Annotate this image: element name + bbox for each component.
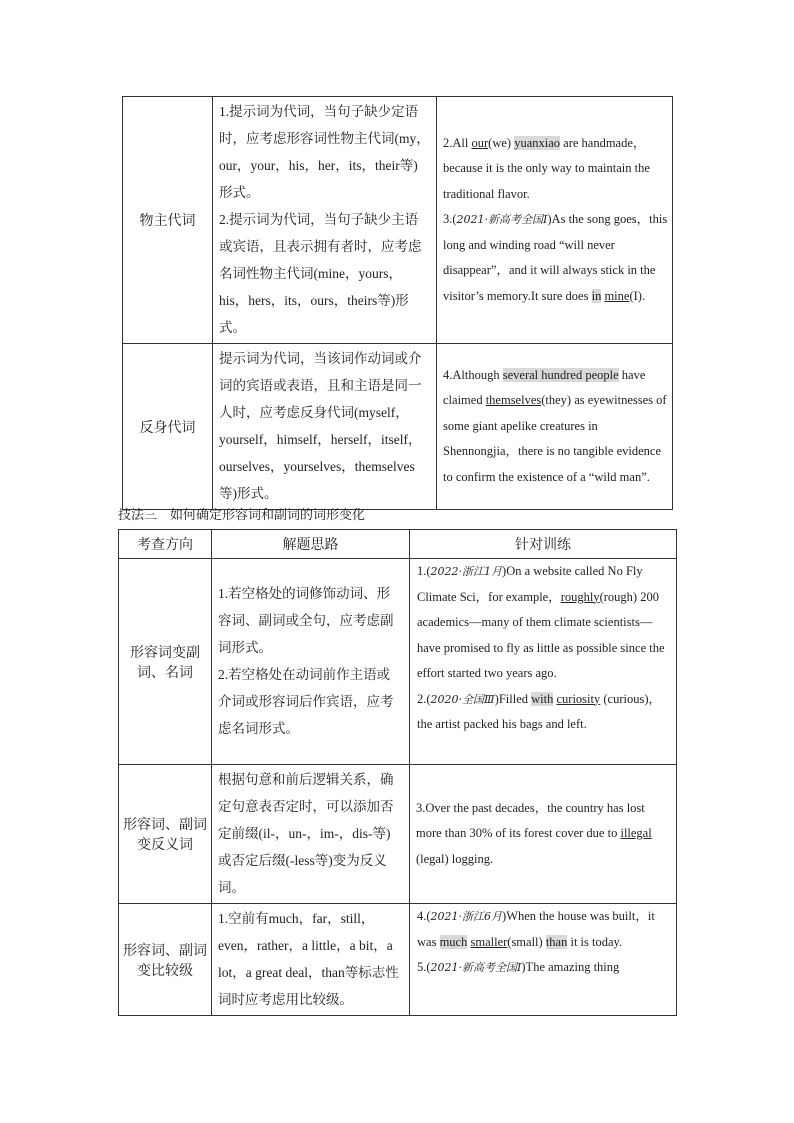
example-cell	[410, 765, 677, 904]
guide-point: 1.若空格处的词修饰动词、形容词、副词或全句，应考虑副词形式。	[218, 586, 394, 655]
guide-cell	[213, 97, 437, 344]
category-cell: 形容词、副词变反义词	[119, 765, 212, 904]
example-item: 5.(2021·新高考全国Ⅰ)The amazing thing	[417, 960, 620, 974]
guide-point: 1.提示词为代词，当句子缺少定语时，应考虑形容词性物主代词(my，our，your，his，her，its，their等)形式。	[219, 104, 430, 200]
pronoun-table	[122, 96, 673, 510]
example-cell	[437, 97, 673, 344]
column-header: 针对训练	[410, 530, 677, 559]
highlighted-word: in	[591, 288, 602, 303]
column-header: 考查方向	[119, 530, 212, 559]
highlighted-word: than	[545, 934, 568, 949]
table-row	[119, 904, 677, 1016]
source-label: 2020·全国Ⅲ	[430, 692, 495, 706]
example-item: 1.(2022·浙江1月)On a website called No Fly Climate Sci，for example，roughly(rough) 200 academics—many of them climate scientists—have promised to fly as little as possible since the effort started two years ago.	[417, 564, 665, 680]
category-cell: 形容词、副词变比较级	[119, 904, 212, 1016]
guide-point: 2.提示词为代词，当句子缺少主语或宾语，且表示拥有者时，应考虑名词性物主代词(mine，yours，his，hers，its，ours，theirs等)形式。	[219, 212, 422, 335]
example-item: 4.Although several hundred people have claimed themselves(they) as eyewitnesses of some giant apelike creatures in Shennongjia，there is no tangible evidence to confirm the existence of a “wild man”.	[443, 367, 667, 484]
guide-cell: 提示词为代词，当该词作动词或介词的宾语或表语，且和主语是同一人时，应考虑反身代词(myself，yourself，himself，herself，itself，ourselves，yourselves，themselves等)形式。	[213, 344, 437, 510]
source-label: 2021·新高考全国Ⅰ	[430, 961, 522, 974]
guide-point: 2.若空格处在动词前作主语或介词或形容词后作宾语，应考虑名词形式。	[218, 667, 394, 736]
example-item: 3.(2021·新高考全国Ⅰ)As the song goes，this long and winding road “will never disappear”，and it will always stick in the visitor’s memory.It sure does in mine(I).	[443, 212, 668, 303]
highlighted-word: several hundred people	[502, 367, 619, 382]
answer-word: illegal	[620, 826, 652, 841]
category-cell: 形容词变副词、名词	[119, 559, 212, 765]
example-item: 3.Over the past decades，the country has lost more than 30% of its forest cover due to illegal (legal) logging.	[416, 800, 652, 866]
answer-word: our	[471, 135, 489, 150]
highlighted-word: much	[439, 934, 468, 949]
example-cell	[410, 904, 677, 1016]
answer-word: curiosity	[556, 691, 601, 706]
answer-word: roughly	[560, 589, 600, 604]
guide-cell: 1.空前有much，far，still，even，rather，a little，a bit，a lot，a great deal，than等标志性词时应考虑用比较级。	[212, 904, 410, 1016]
source-label: 2021·浙江6月	[430, 910, 503, 923]
table-row	[123, 97, 673, 344]
section-title: 技法三 如何确定形容词和副词的词形变化	[118, 508, 366, 523]
table-row	[123, 344, 673, 510]
example-item: 4.(2021·浙江6月)When the house was built，it was much smaller(small) than it is today.	[417, 909, 655, 949]
source-label: 2022·浙江1月	[430, 565, 503, 578]
example-item: 2.All our(we) yuanxiao are handmade，because it is the only way to maintain the traditional flavor.	[443, 135, 650, 201]
category-cell: 反身代词	[123, 344, 213, 510]
table-row	[119, 559, 677, 765]
guide-cell: 根据句意和前后逻辑关系，确定句意表否定时，可以添加否定前缀(il-，un-，im-，dis-等)或否定后缀(-less等)变为反义词。	[212, 765, 410, 904]
answer-word: mine	[604, 288, 630, 303]
highlighted-word: with	[531, 691, 554, 706]
example-item: 2.(2020·全国Ⅲ)Filled with curiosity (curious)，the artist packed his bags and left.	[417, 691, 661, 731]
guide-cell	[212, 559, 410, 765]
highlighted-word: yuanxiao	[514, 135, 561, 150]
source-label: 2021·新高考全国Ⅰ	[456, 213, 548, 227]
column-header: 解题思路	[212, 530, 410, 559]
category-cell: 物主代词	[123, 97, 213, 344]
answer-word: smaller	[470, 934, 508, 949]
answer-word: themselves	[485, 393, 542, 408]
table-row	[119, 765, 677, 904]
example-cell	[410, 559, 677, 765]
example-cell	[437, 344, 673, 510]
table-header-row	[119, 530, 677, 559]
adjective-adverb-table	[118, 529, 677, 1016]
